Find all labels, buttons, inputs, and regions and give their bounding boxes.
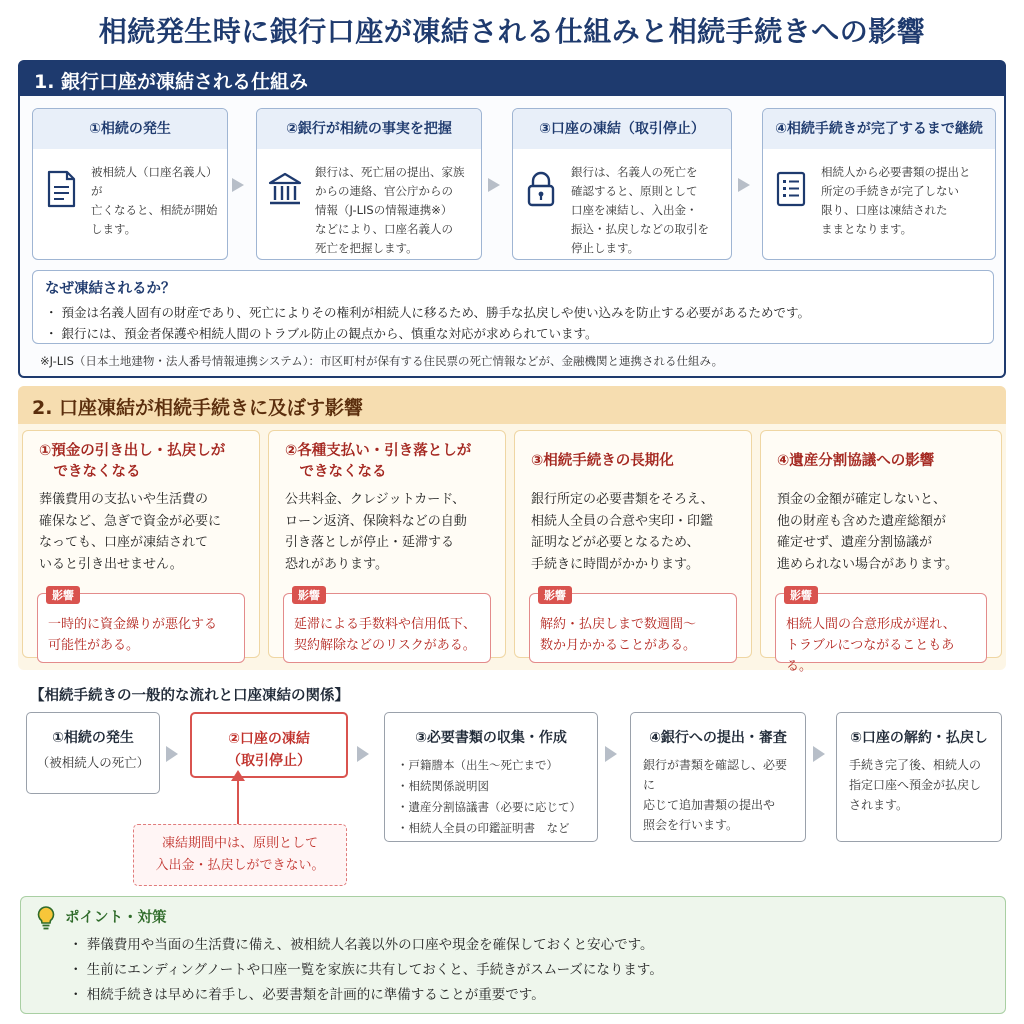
impact-badge: 影響 — [46, 586, 80, 604]
list-item: ・ 生前にエンディングノートや口座一覧を家族に共有しておくと、手続きがスムーズになります。 — [69, 962, 663, 978]
impact-card-body: 銀行所定の必要書類をそろえ、 相続人全員の合意や実印・印鑑 証明などが必要となるため、 手続きに時間がかかります。 — [531, 492, 714, 572]
flow-step-text: 銀行が書類を確認し、必要に 応じて追加書類の提出や 照会を行います。 — [643, 758, 788, 832]
list-item: ・ 相続手続きは早めに着手し、必要書類を計画的に準備することが重要です。 — [69, 987, 545, 1003]
why-frozen-title: なぜ凍結されるか？ — [45, 281, 176, 297]
freeze-period-callout: 凍結期間中は、原則として 入出金・払戻しができない。 — [133, 824, 347, 886]
page-title: 相続発生時に銀行口座が凍結される仕組みと相続手続きへの影響 — [98, 15, 926, 48]
impact-card-title: ③相続手続きの長期化 — [531, 453, 674, 469]
impact-card-2 — [268, 430, 506, 658]
impact-card-4 — [760, 430, 1002, 674]
section-impact — [18, 386, 1006, 674]
list-item: ・ 葬儀費用や当面の生活費に備え、被相続人名義以外の口座や現金を確保しておくと安心です。 — [69, 937, 654, 953]
points-box — [20, 896, 1006, 1014]
arrow-right-icon — [813, 746, 825, 762]
points-list — [69, 933, 663, 1008]
impact-card-body: 公共料金、クレジットカード、 ローン返済、保険料などの自動 引き落としが停止・延滞する 恐れがあります。 — [285, 492, 467, 572]
mechanism-card-text: 銀行は、死亡届の提出、家族 からの連絡、官公庁からの 情報（J-LISの情報連携※） などにより、口座名義人の 死亡を把握します。 — [315, 165, 465, 255]
flow-step-text: 手続き完了後、相続人の 指定口座へ預金が払戻し されます。 — [849, 758, 982, 812]
flow-title: 【相続手続きの一般的な流れと口座凍結の関係】 — [30, 688, 349, 704]
flow-step-5 — [836, 712, 1002, 842]
flow-step-title: ①相続の発生 — [52, 730, 134, 746]
impact-box — [775, 589, 987, 674]
list-item: ・相続関係説明図 — [397, 779, 489, 793]
arrow-right-icon — [488, 178, 500, 192]
impact-text: 解約・払戻しまで数週間〜 数か月かかることがある。 — [540, 617, 697, 653]
required-documents-list — [397, 755, 591, 839]
list-item: ・相続人全員の印鑑証明書 など — [397, 821, 570, 835]
checklist-icon — [773, 169, 809, 209]
lightbulb-icon — [35, 905, 57, 931]
flow-step-3 — [384, 712, 598, 842]
mechanism-card-4 — [762, 108, 996, 260]
mechanism-card-title: ③口座の凍結（取引停止） — [513, 109, 731, 149]
why-frozen-item: ・ 銀行には、預金者保護や相続人間のトラブル防止の観点から、慎重な対応が求められています。 — [45, 326, 598, 341]
arrow-right-icon — [357, 746, 369, 762]
bank-icon — [267, 169, 303, 209]
impact-card-body: 預金の金額が確定しないと、 他の財産も含めた遺産総額が 確定せず、遺産分割協議が 進められない場合があります。 — [777, 492, 958, 572]
mechanism-card-text: 被相続人（口座名義人）が 亡くなると、相続が開始 します。 — [91, 165, 218, 236]
arrow-right-icon — [232, 178, 244, 192]
list-item: ・遺産分割協議書（必要に応じて） — [397, 800, 581, 814]
impact-card-1 — [22, 430, 260, 658]
lock-icon — [523, 169, 559, 209]
flow-step-title: ④銀行への提出・審査 — [649, 730, 787, 746]
flow-step-sub: （被相続人の死亡） — [36, 755, 150, 770]
points-title: ポイント・対策 — [65, 910, 167, 926]
list-item: ・戸籍謄本（出生〜死亡まで） — [397, 758, 558, 772]
why-frozen-box — [32, 270, 994, 344]
callout-connector — [237, 776, 239, 824]
impact-badge: 影響 — [292, 586, 326, 604]
jlis-footnote: ※J-LIS（日本土地建物・法人番号情報連携システム）：市区町村が保有する住民票の死亡情報などが、金融機関と連携される仕組み。 — [40, 354, 724, 368]
section-freeze-mechanism — [18, 60, 1006, 378]
mechanism-card-title: ①相続の発生 — [33, 109, 227, 149]
mechanism-card-1 — [32, 108, 228, 260]
impact-text: 一時的に資金繰りが悪化する 可能性がある。 — [48, 617, 218, 653]
mechanism-card-title: ②銀行が相続の事実を把握 — [257, 109, 481, 149]
impact-box — [283, 589, 491, 663]
flow-step-title: ②口座の凍結 — [228, 731, 310, 747]
arrow-right-icon — [166, 746, 178, 762]
arrow-right-icon — [738, 178, 750, 192]
mechanism-card-2 — [256, 108, 482, 260]
impact-card-body: 葬儀費用の支払いや生活費の 確保など、急ぎで資金が必要に なっても、口座が凍結されて いると引き出せません。 — [39, 492, 222, 572]
why-frozen-item: ・ 預金は名義人固有の財産であり、死亡によりその権利が相続人に移るため、勝手な払戻しや使い込みを防止する必要があるためです。 — [45, 305, 810, 320]
impact-card-title: ①預金の引き出し・払戻しが できなくなる — [39, 443, 226, 480]
mechanism-card-text: 銀行は、名義人の死亡を 確認すると、原則として 口座を凍結し、入出金・ 振込・払戻しなどの取引を 停止します。 — [571, 165, 709, 255]
flow-step-sub: （取引停止） — [227, 753, 311, 769]
impact-card-title: ④遺産分割協議への影響 — [777, 453, 935, 469]
impact-box — [37, 589, 245, 663]
impact-card-3 — [514, 430, 752, 658]
flow-step-title: ③必要書類の収集・作成 — [415, 730, 567, 746]
flow-step-4 — [630, 712, 806, 842]
impact-badge: 影響 — [784, 586, 818, 604]
section1-heading: 1. 銀行口座が凍結される仕組み — [20, 62, 1004, 96]
section2-heading: 2. 口座凍結が相続手続きに及ぼす影響 — [18, 386, 1006, 424]
impact-card-title: ②各種支払い・引き落としが できなくなる — [285, 443, 472, 480]
impact-box — [529, 589, 737, 663]
impact-badge: 影響 — [538, 586, 572, 604]
arrow-right-icon — [605, 746, 617, 762]
mechanism-card-3 — [512, 108, 732, 260]
flow-step-1 — [26, 712, 160, 794]
flow-step-title: ⑤口座の解約・払戻し — [850, 730, 988, 746]
mechanism-card-text: 相続人から必要書類の提出と 所定の手続きが完了しない 限り、口座は凍結された ままとなります。 — [821, 165, 971, 236]
impact-text: 延滞による手数料や信用低下、 契約解除などのリスクがある。 — [294, 617, 477, 653]
document-icon — [43, 169, 79, 209]
mechanism-card-title: ④相続手続きが完了するまで継続 — [763, 109, 995, 149]
flow-step-2 — [190, 712, 348, 778]
impact-text: 相続人間の合意形成が遅れ、 トラブルにつながることもある。 — [786, 617, 956, 674]
